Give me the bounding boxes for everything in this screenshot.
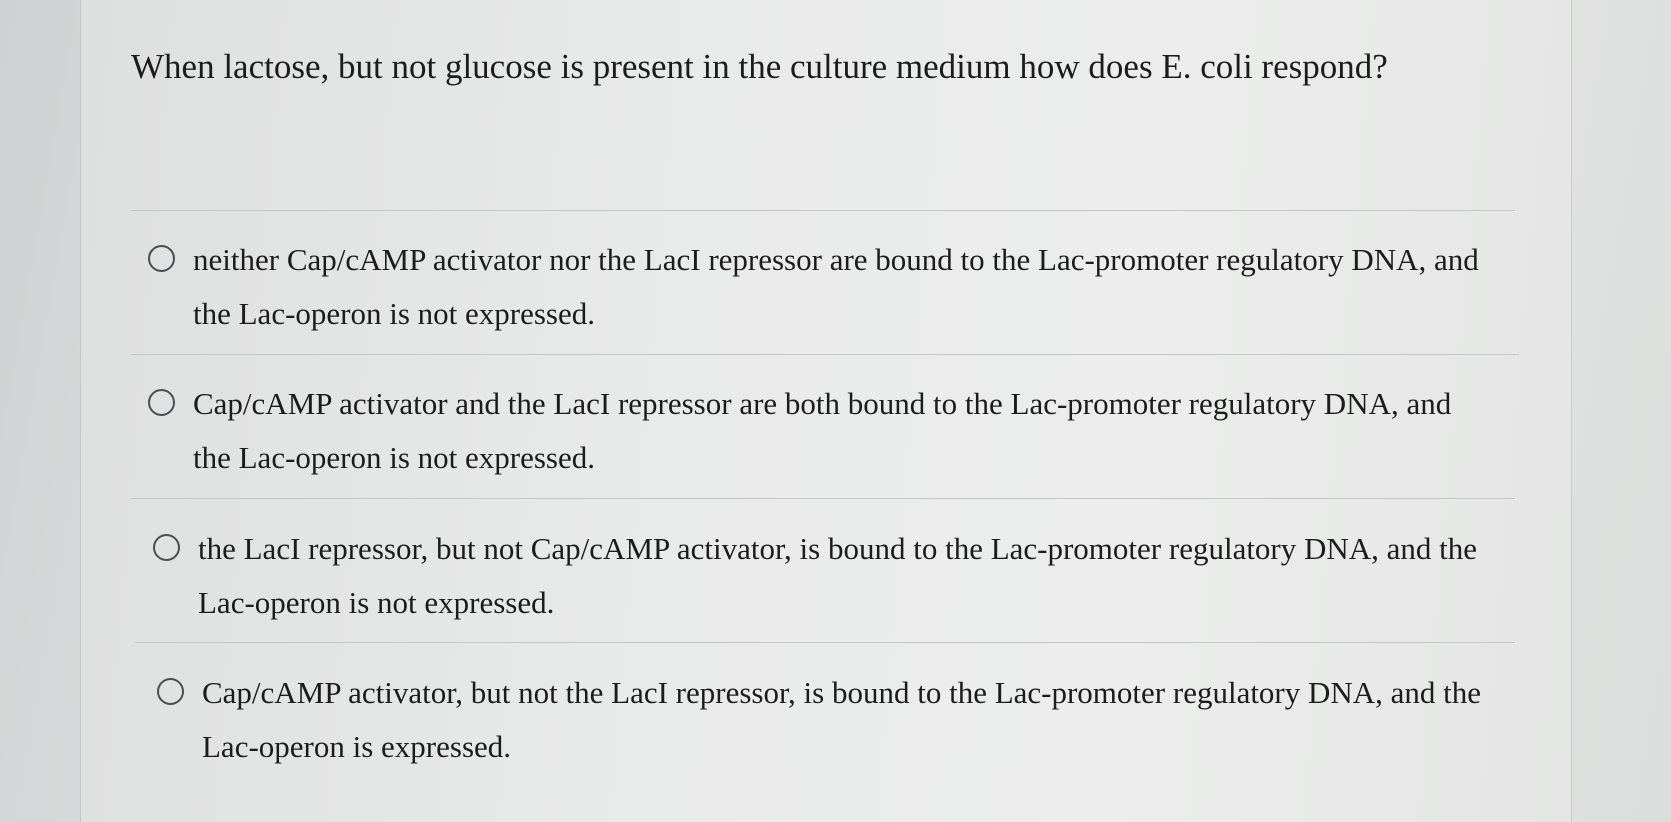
divider	[131, 354, 1519, 355]
question-text: When lactose, but not glucose is present in the culture medium how does E. coli respond?	[131, 47, 1388, 86]
radio-button-3[interactable]	[153, 534, 180, 561]
answer-option-3-label: the LacI repressor, but not Cap/cAMP activator, is bound to the Lac-promoter regulatory DNA, and the Lac-operon is not expressed.	[198, 531, 1478, 620]
divider	[135, 642, 1515, 643]
radio-button-1[interactable]	[148, 245, 175, 272]
divider	[131, 498, 1515, 499]
answer-option-1-label: neither Cap/cAMP activator nor the LacI repressor are bound to the Lac-promoter regulatory DNA, and the Lac-operon is not expressed.	[193, 242, 1479, 331]
radio-button-4[interactable]	[157, 678, 184, 705]
answer-option-2-label: Cap/cAMP activator and the LacI repressor are both bound to the Lac-promoter regulatory DNA, and the Lac-operon is not expressed.	[193, 386, 1452, 475]
divider	[131, 210, 1515, 211]
radio-button-2[interactable]	[148, 389, 175, 416]
answer-option-4-label: Cap/cAMP activator, but not the LacI repressor, is bound to the Lac-promoter regulatory DNA, and the Lac-operon is expressed.	[202, 675, 1482, 764]
